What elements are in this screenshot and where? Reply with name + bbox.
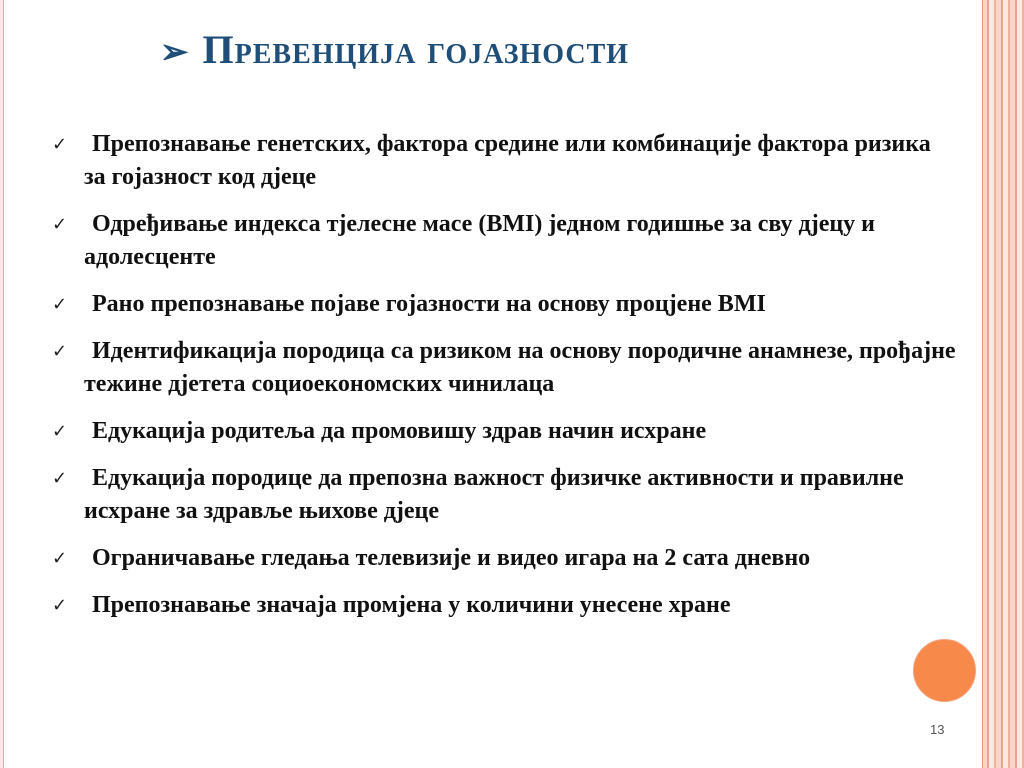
bullet-item xyxy=(52,589,957,622)
checkmark-icon: ✓ xyxy=(52,548,68,569)
checkmark-icon: ✓ xyxy=(52,421,68,442)
bullet-text: Одређивање индекса тјелесне масе (BMI) једном годишње за сву дјецу и адолесценте xyxy=(84,211,875,270)
bullet-text: Едукација родитеља да промовишу здрав начин исхране xyxy=(92,418,707,444)
right-border-line xyxy=(982,0,983,768)
checkmark-icon: ✓ xyxy=(52,294,68,315)
decorative-circle xyxy=(913,639,976,702)
bullet-item xyxy=(52,462,957,528)
left-border-decoration xyxy=(0,0,4,768)
slide-number: 13 xyxy=(930,722,945,737)
right-border-decoration xyxy=(982,0,1024,768)
checkmark-icon: ✓ xyxy=(52,341,68,362)
bullet-item xyxy=(52,288,957,321)
checkmark-icon: ✓ xyxy=(52,595,68,616)
slide-title-text: Превенција гојазности xyxy=(202,27,630,72)
checkmark-icon: ✓ xyxy=(52,214,68,235)
bullet-text: Идентификација породица са ризиком на основу породичне анамнезе, прођајне тежине дјетета социоекономских чинилаца xyxy=(84,338,956,397)
bullet-item xyxy=(52,542,957,575)
slide-title xyxy=(160,26,629,73)
bullet-text: Препознавање значаја промјена у количини унесене хране xyxy=(92,592,731,618)
checkmark-icon: ✓ xyxy=(52,134,68,155)
bullet-item xyxy=(52,335,957,401)
checkmark-icon: ✓ xyxy=(52,468,68,489)
bullet-text: Рано препознавање појаве гојазности на основу процјене BMI xyxy=(92,291,766,317)
bullet-text: Едукација породице да препозна важност физичке активности и правилне исхране за здравље њихове дјеце xyxy=(84,465,904,524)
bullet-item xyxy=(52,415,957,448)
arrow-bullet-icon: ➢ xyxy=(160,34,189,71)
bullet-text: Препознавање генетских, фактора средине или комбинације фактора ризика за гојазност код дјеце xyxy=(84,131,931,190)
bullet-item xyxy=(52,208,957,274)
bullet-list xyxy=(52,128,957,636)
bullet-item xyxy=(52,128,957,194)
bullet-text: Ограничавање гледања телевизије и видео игара на 2 сата дневно xyxy=(92,545,811,571)
